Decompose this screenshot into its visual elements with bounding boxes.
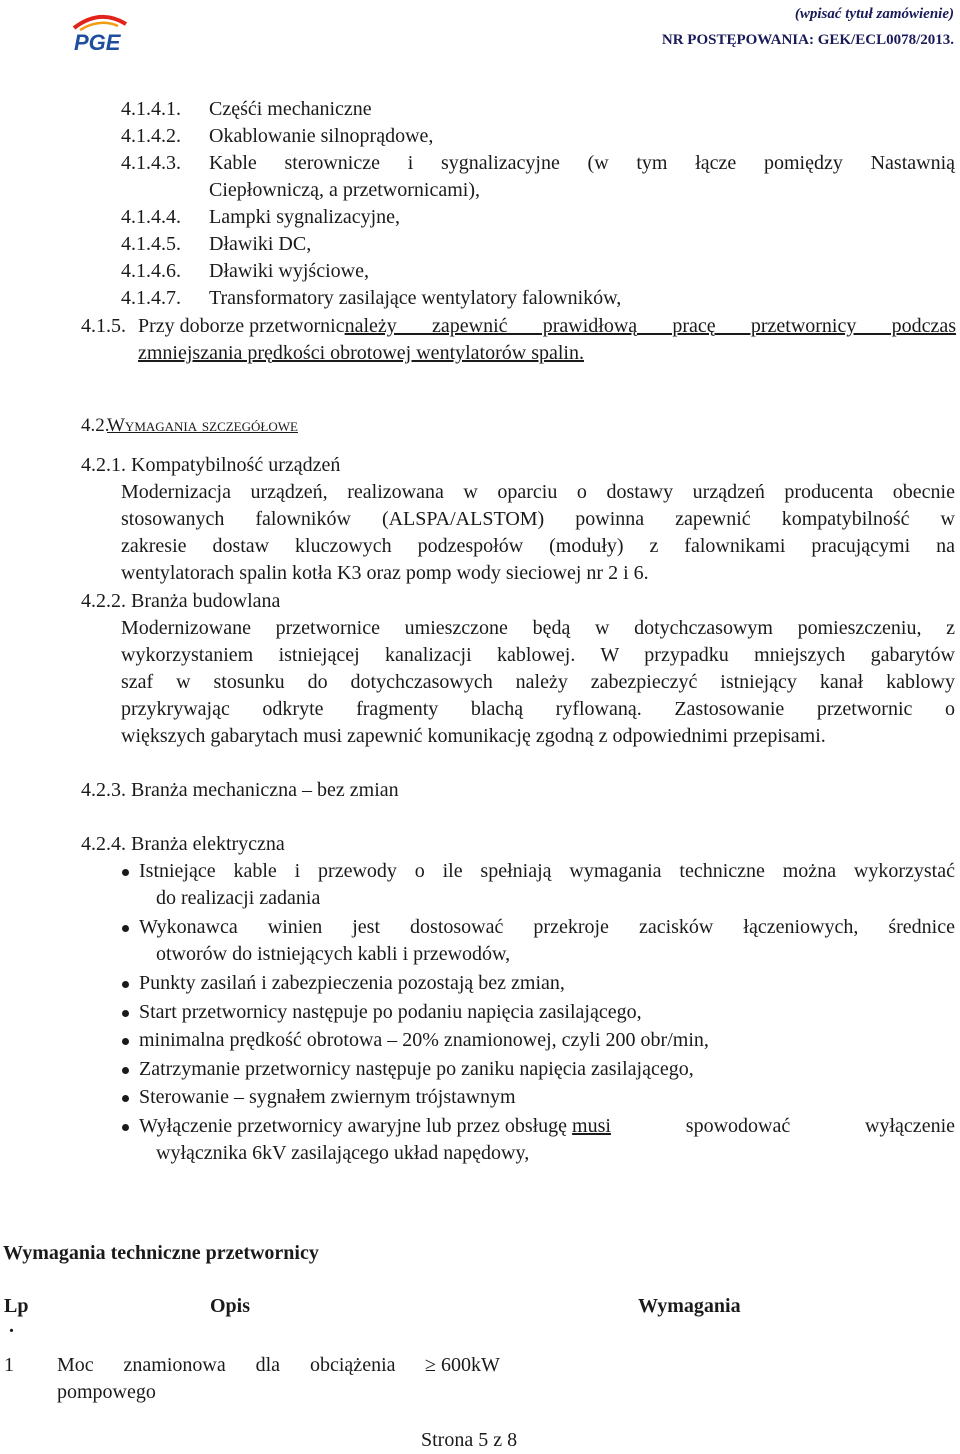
table-header-wymagania: Wymagania [638,1295,741,1317]
list-item: Dławiki DC, [209,233,312,255]
s422-line: Modernizowane przetwornice umieszczone będą w dotychczasowym pomieszczeniu, z [121,617,955,639]
bullet-icon [122,1095,129,1102]
bullet-icon [122,869,129,876]
s421-line: wentylatorach spalin kotła K3 oraz pomp wody sieciowej nr 2 i 6. [121,562,649,584]
bullet-item: Istniejące kable i przewody o ile spełniają wymagania techniczne można wykorzystać [139,860,955,882]
item-415-text-c: zmniejszania prędkości obrotowej wentylatorów spalin. [138,342,584,364]
bullet-item: Start przetwornicy następuje po podaniu napięcia zasilającego, [139,1001,642,1023]
bullet-item: Zatrzymanie przetwornicy następuje po zaniku napięcia zasilającego, [139,1058,694,1080]
list-item-num: 4.1.4.6. [121,260,181,282]
bullet-icon [122,1124,129,1131]
s424-heading: 4.2.4. Branża elektryczna [81,833,285,855]
table-cell-lp: 1 [4,1354,14,1376]
table-cell-opis: Moc znamionowa dla [57,1354,280,1376]
pge-logo-text: PGE [74,30,121,54]
bullet-item: Sterowanie – sygnałem zwiernym trójstawnym [139,1086,516,1108]
s422-line: wykorzystaniem istniejącej kanalizacji kablowej. W przypadku mniejszych gabarytów [121,644,955,666]
order-title-placeholder: (wpisać tytuł zamówienie) [794,6,954,22]
item-415-num: 4.1.5. [81,315,126,337]
s421-line: stosowanych falowników (ALSPA/ALSTOM) powinna zapewnić kompatybilność w [121,508,955,530]
bullet-item [139,1113,955,1140]
table-cell-opis-cont: pompowego [57,1381,156,1403]
bullet-item: minimalna prędkość obrotowa – 20% znamionowej, czyli 200 obr/min, [139,1029,709,1051]
list-item-num: 4.1.4.2. [121,125,181,147]
bullet-icon [122,1067,129,1074]
table-cell-wymagania: ≥ 600kW [425,1354,500,1376]
list-item-num: 4.1.4.3. [121,152,181,174]
bullet-item: Punkty zasilań i zabezpieczenia pozostają bez zmian, [139,972,565,994]
item-415-text-b: należy zapewnić prawidłową pracę przetwornicy podczas [344,315,956,337]
procedure-number: NR POSTĘPOWANIA: GEK/ECL0078/2013. [661,32,954,48]
list-item-num: 4.1.4.1. [121,98,181,120]
list-item: Okablowanie silnoprądowe, [209,125,434,147]
list-item-num: 4.1.4.4. [121,206,181,228]
bullet-text-a: Wyłączenie przetwornicy awaryjne lub przez obsługę [139,1115,573,1137]
s422-heading: 4.2.2. Branża budowlana [81,590,281,612]
bullet-item: Wykonawca winien jest dostosować przekroje zacisków łączeniowych, średnice [139,916,955,938]
pge-logo-icon [60,12,140,54]
bullet-item-continuation: otworów do istniejących kabli i przewodów, [156,943,511,965]
list-item-num: 4.1.4.7. [121,287,181,309]
s421-heading: 4.2.1. Kompatybilność urządzeń [81,454,341,476]
s421-line: zakresie dostaw kluczowych podzespołów (moduły) z falownikami pracującymi na [121,535,955,557]
bullet-icon [122,1038,129,1045]
s423-heading: 4.2.3. Branża mechaniczna – bez zmian [81,779,399,801]
item-415-text-a: Przy doborze przetwornic [138,315,345,337]
list-item-continuation: Ciepłowniczą, a przetwornicami), [209,179,480,201]
section-42-num: 4.2. [81,415,110,436]
bullet-item-continuation: do realizacji zadania [156,887,321,909]
list-item: Lampki sygnalizacyjne, [209,206,401,228]
table-header-lp: Lp [4,1295,29,1317]
list-item: Dławiki wyjściowe, [209,260,369,282]
list-item-num: 4.1.4.5. [121,233,181,255]
bullet-text-b: spowodować wyłączenie [610,1115,955,1137]
section-42-title: Wymagania szczegółowe [107,415,298,436]
page-number: Strona 5 z 8 [421,1429,518,1451]
table-cell-opis-cont: obciążenia [310,1354,396,1376]
list-item: Kable sterownicze i sygnalizacyjne (w tym łącze pomiędzy Nastawnią [209,152,955,174]
bullet-icon [122,925,129,932]
table-header-lp-dot: . [9,1315,14,1337]
bullet-icon [122,981,129,988]
bullet-icon [122,1010,129,1017]
list-item: Transformatory zasilające wentylatory falowników, [209,287,622,309]
list-item: Częśći mechaniczne [209,98,372,120]
tech-title: Wymagania techniczne przetwornicy [3,1242,319,1264]
s422-line: szaf w stosunku do dotychczasowych należy zabezpieczyć istniejący kanał kablowy [121,671,955,693]
s422-line: przykrywając odkryte fragmenty blachą ryflowaną. Zastosowanie przetwornic o [121,698,955,720]
bullet-item-continuation: wyłącznika 6kV zasilającego układ napędowy, [156,1142,530,1164]
bullet-text-underlined: musi [572,1115,611,1137]
s422-line: większych gabarytach musi zapewnić komunikację zgodną z odpowiednimi przepisami. [121,725,826,747]
pge-logo [60,12,140,52]
s421-line: Modernizacja urządzeń, realizowana w oparciu o dostawy urządzeń producenta obecnie [121,481,955,503]
item-415-line [138,313,956,340]
table-header-opis: Opis [210,1295,251,1317]
